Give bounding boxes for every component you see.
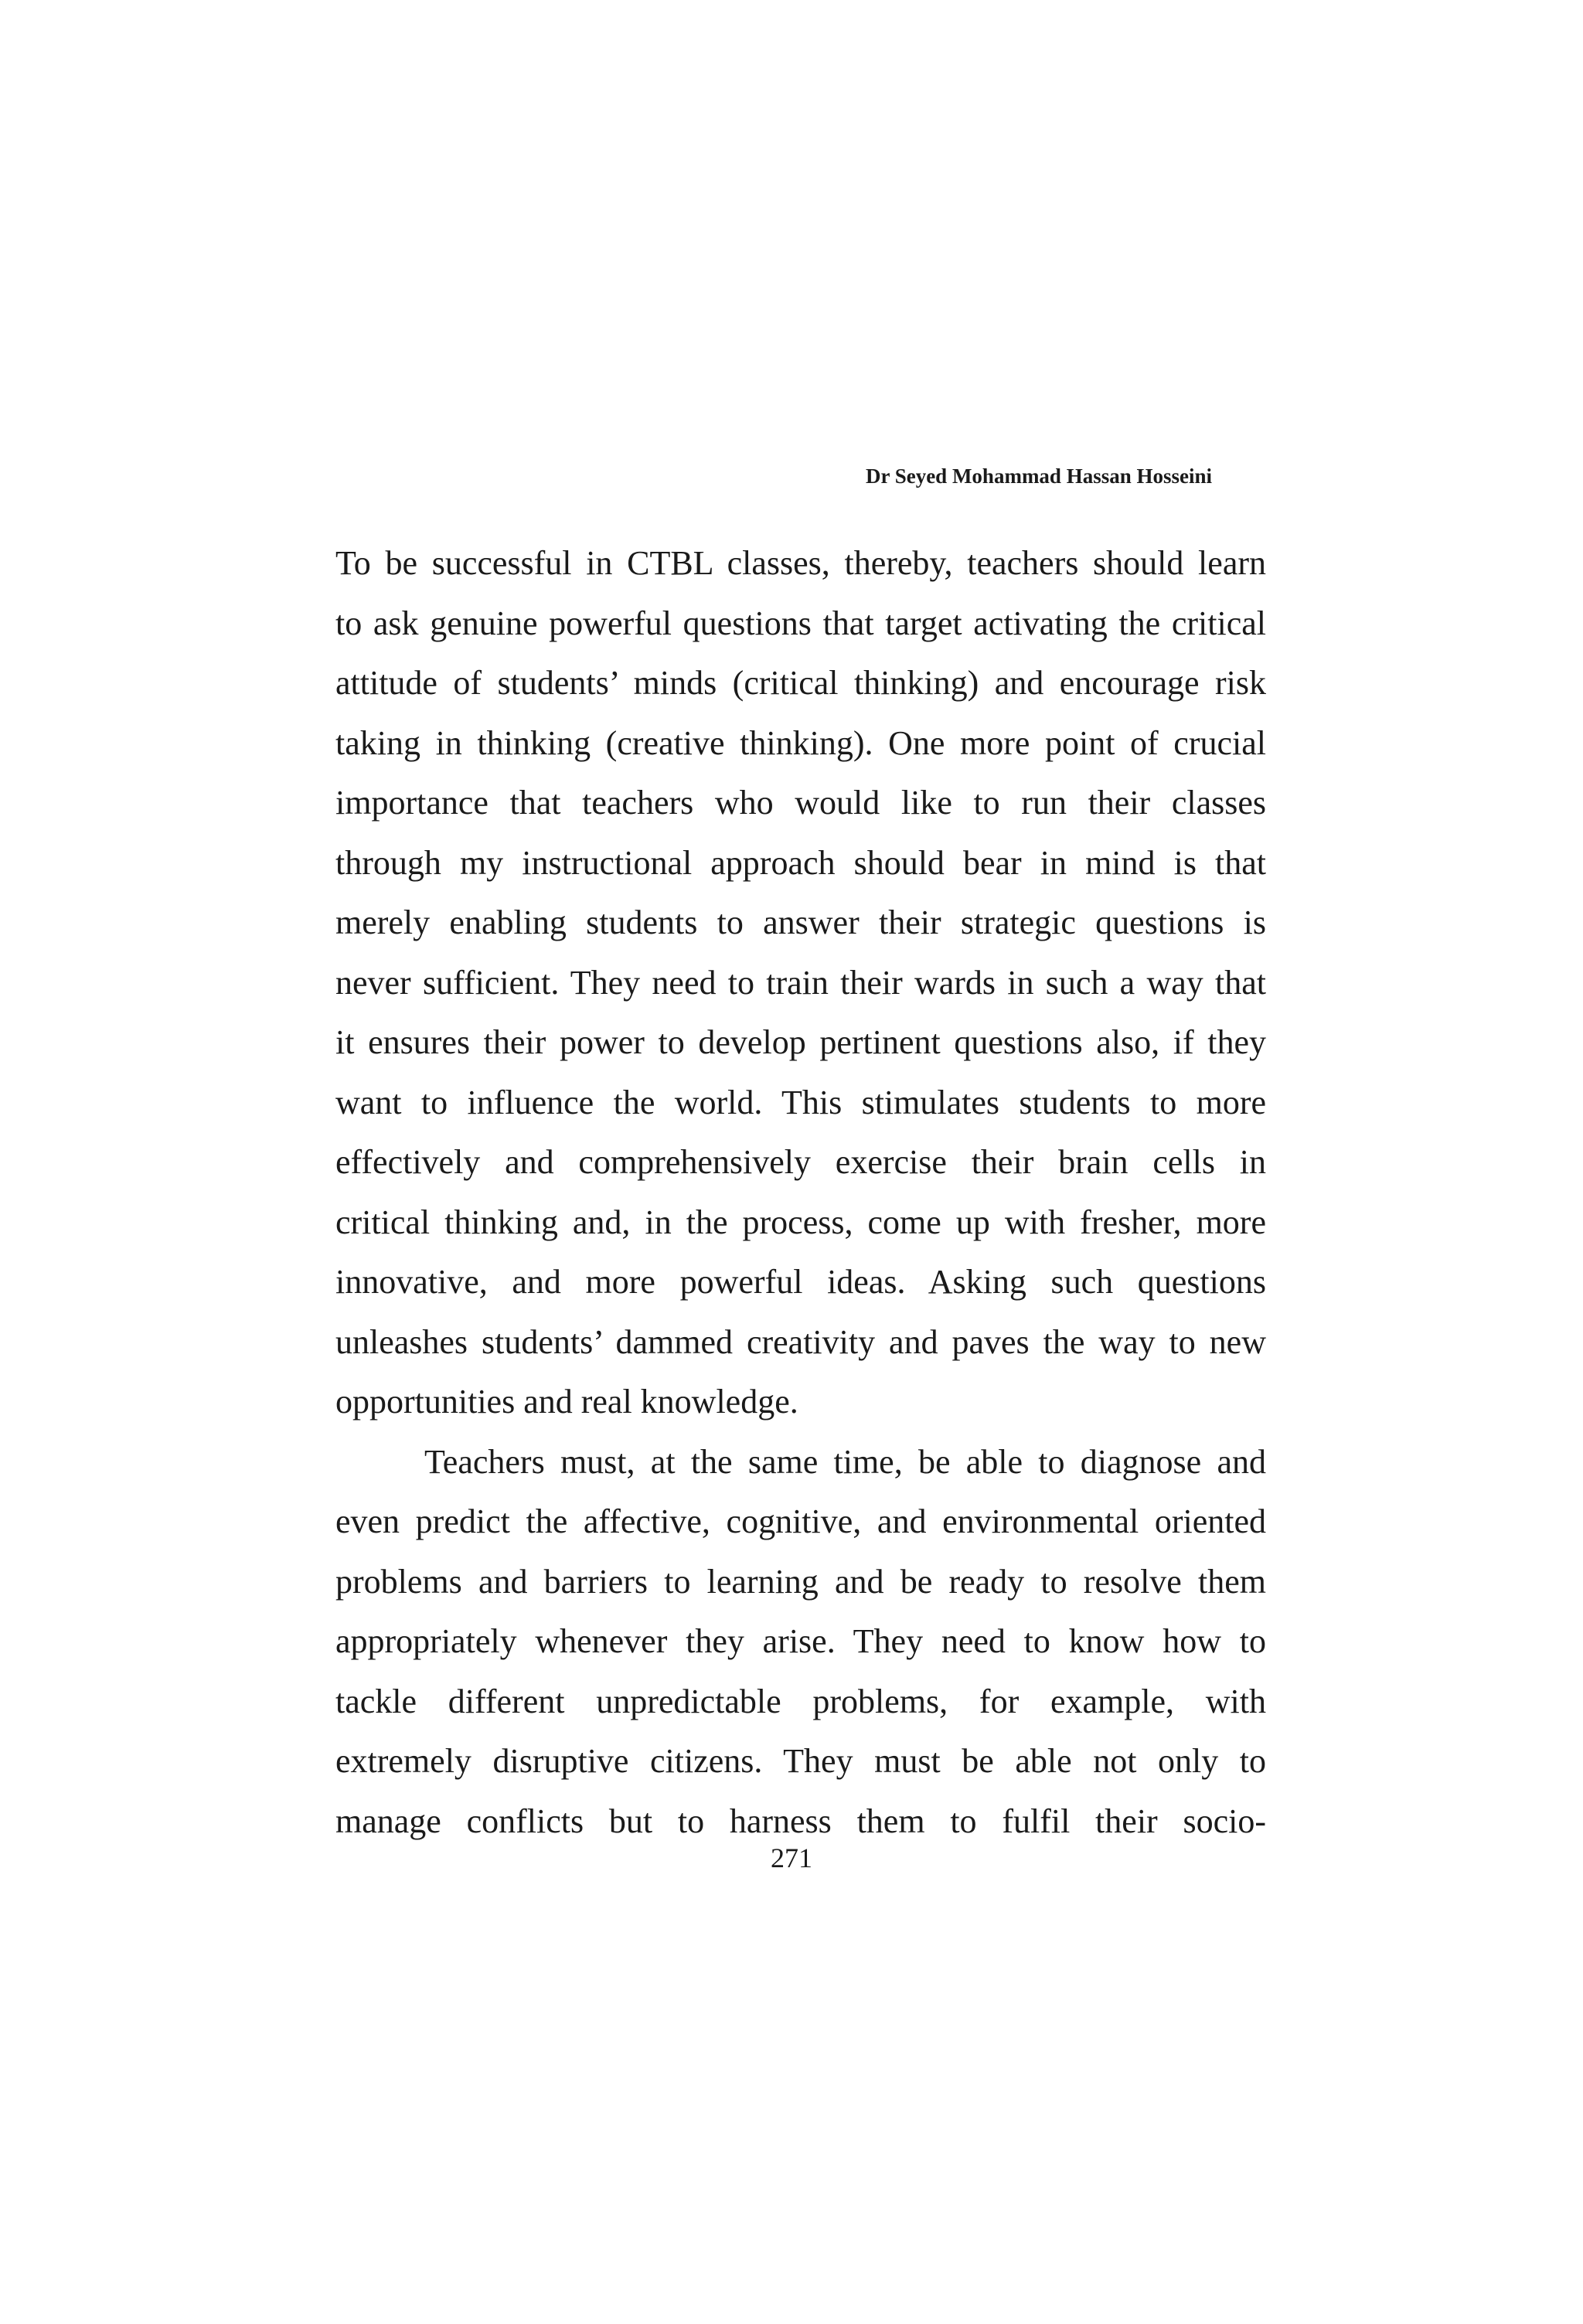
- body-text: [335, 533, 1266, 1851]
- text-line: problems and barriers to learning and be ready to resolve them: [335, 1562, 1266, 1601]
- text-line: through my instructional approach should bear in mind is that: [335, 843, 1266, 882]
- text-line: appropriately whenever they arise. They need to know how to: [335, 1622, 1266, 1660]
- text-line: unleashes students’ dammed creativity and paves the way to new: [335, 1322, 1266, 1361]
- text-line: never sufficient. They need to train their wards in such a way that: [335, 963, 1266, 1002]
- text-line: effectively and comprehensively exercise their brain cells in: [335, 1143, 1266, 1181]
- text-line: critical thinking and, in the process, come up with fresher, more: [335, 1203, 1266, 1241]
- text-line: To be successful in CTBL classes, thereby, teachers should learn: [335, 544, 1266, 582]
- text-line: tackle different unpredictable problems, for example, with: [335, 1682, 1266, 1720]
- page-number: 271: [771, 1843, 812, 1873]
- text-line: want to influence the world. This stimulates students to more: [335, 1083, 1266, 1121]
- text-line: innovative, and more powerful ideas. Asking such questions: [335, 1263, 1266, 1301]
- text-line: importance that teachers who would like to run their classes: [335, 784, 1266, 822]
- text-line: attitude of students’ minds (critical thinking) and encourage risk: [335, 664, 1266, 702]
- text-line: to ask genuine powerful questions that target activating the critical: [335, 604, 1266, 642]
- paragraph-end-line: opportunities and real knowledge.: [335, 1383, 798, 1421]
- text-line: manage conflicts but to harness them to fulfil their socio-: [335, 1802, 1266, 1840]
- text-line: it ensures their power to develop pertinent questions also, if they: [335, 1023, 1266, 1061]
- running-header: Dr Seyed Mohammad Hassan Hosseini: [865, 464, 1212, 488]
- text-line: merely enabling students to answer their strategic questions is: [335, 903, 1266, 941]
- text-line: extremely disruptive citizens. They must be able not only to: [335, 1742, 1266, 1780]
- paragraph-start-line: Teachers must, at the same time, be able to diagnose and: [424, 1442, 1266, 1481]
- text-line: even predict the affective, cognitive, and environmental oriented: [335, 1502, 1266, 1540]
- text-line: taking in thinking (creative thinking). One more point of crucial: [335, 723, 1266, 762]
